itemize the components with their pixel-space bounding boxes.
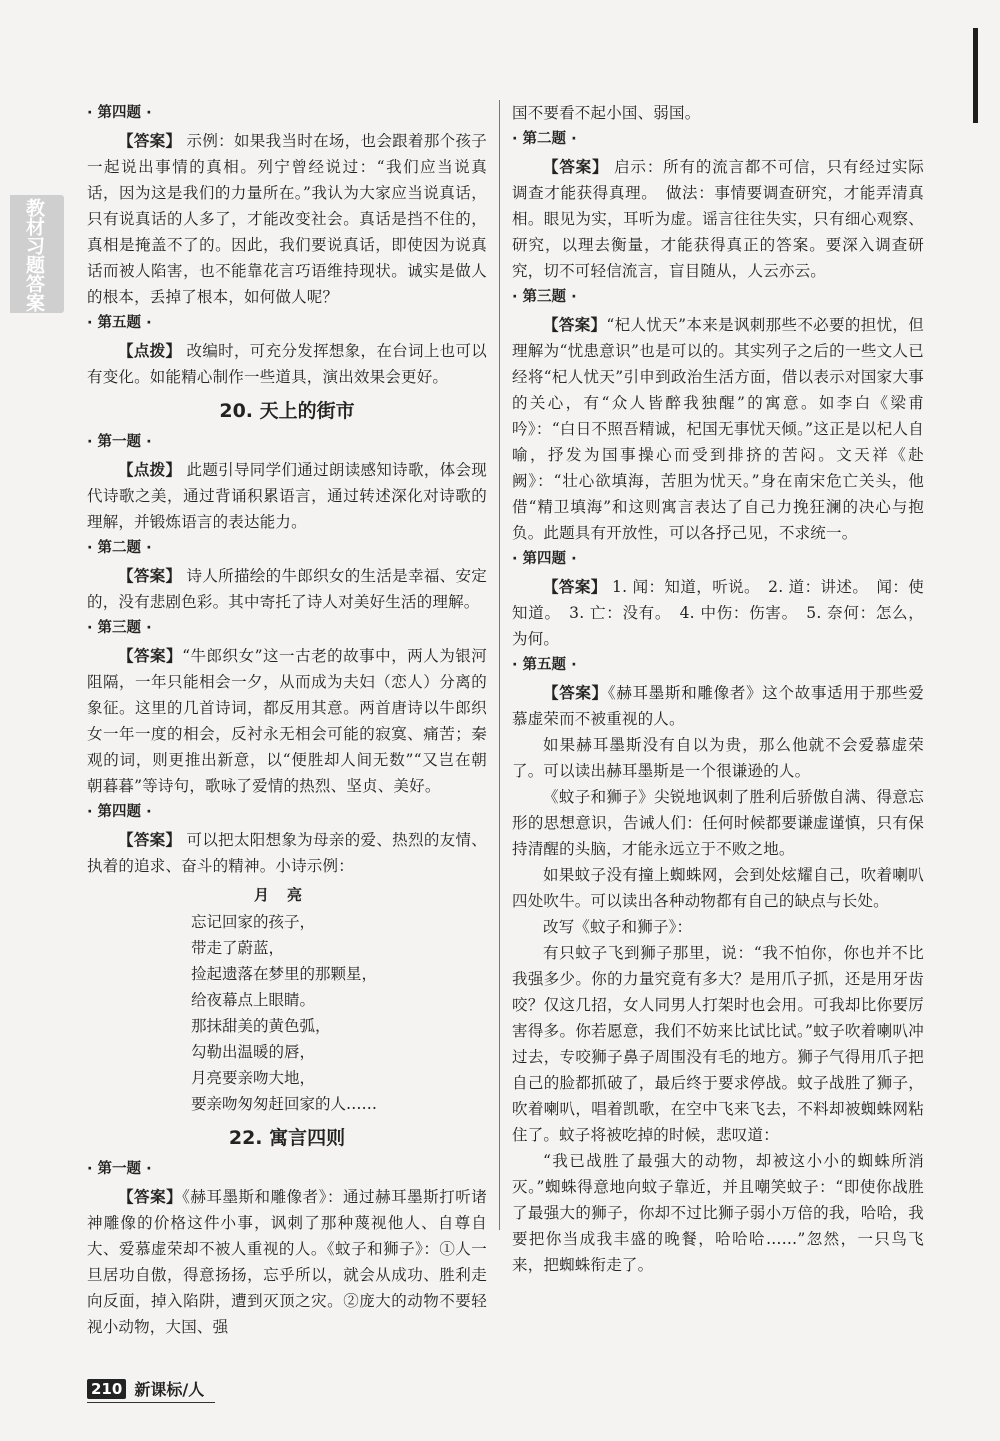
answer-paragraph (87, 1184, 487, 1340)
answer-text: 启示：所有的流言都不可信，只有经过实际调查才能获得真理。 做法：事情要调查研究，才能弄清真相。眼见为实，耳听为虚。谣言往往失实，只有细心观察、研究，以理去衡量，才能获得真正的答案。要深入调查研究，切不可轻信流言，盲目随从，人云亦云。 (512, 158, 924, 280)
answer-text: 可以把太阳想象为母亲的爱、热烈的友情、执着的追求、奋斗的精神。小诗示例： (87, 831, 487, 875)
question-label: · 第四题 · (87, 105, 152, 121)
answer-paragraph (512, 312, 924, 546)
answer-paragraph: 如果赫耳墨斯没有自以为贵，那么他就不会爱慕虚荣了。可以读出赫耳墨斯是一个很谦逊的人。 (512, 736, 924, 780)
right-column (512, 100, 924, 1278)
answer-text: 《赫耳墨斯和雕像者》：通过赫耳墨斯打听诸神雕像的价格这件小事，讽刺了那种蔑视他人、自尊自大、爱慕虚荣却不被人重视的人。《蚊子和狮子》：①人一旦居功自傲，得意扬扬，忘乎所以，就会从成功、胜利走向反面，掉入陷阱，遭到灭顶之灾。②庞大的动物不要轻视小动物，大国、强 (87, 1188, 487, 1336)
answer-paragraph: 《蚊子和狮子》尖锐地讽刺了胜利后骄傲自满、得意忘形的思想意识，告诫人们：任何时候都要谦虚谨慎，只有保持清醒的头脑，才能永远立于不败之地。 (512, 788, 924, 858)
answer-paragraph (87, 827, 487, 879)
continued-text: 国不要看不起小国、弱国。 (512, 104, 701, 122)
hint-tag: 【点拨】 (118, 461, 182, 479)
answer-text: 1. 闻：知道，听说。 2. 道：讲述。 闻：使知道。 3. 亡：没有。 4. 中伤：伤害。 5. 奈何：怎么，为何。 (512, 578, 924, 648)
poem-title: 月亮 (253, 886, 320, 904)
poem-line: 给夜幕点上眼睛。 (191, 991, 316, 1009)
question-label: · 第三题 · (512, 289, 577, 305)
poem-line: 捡起遗落在梦里的那颗星， (191, 965, 378, 983)
page-footer (87, 1377, 204, 1401)
footer-rule (87, 1402, 215, 1403)
hint-paragraph (87, 457, 487, 535)
left-column (87, 100, 487, 1340)
answer-tag: 【答案】 (543, 684, 608, 702)
answer-paragraph (87, 563, 487, 615)
answer-paragraph: 有只蚊子飞到狮子那里，说：“我不怕你，你也并不比我强多少。你的力量究竟有多大？是用爪子抓，还是用牙齿咬？仅这几招，女人同男人打架时也会用。可我却比你要厉害得多。你若愿意，我们不妨来比试比试。”蚊子吹着喇叭冲过去，专咬狮子鼻子周围没有毛的地方。狮子气得用爪子把自己的脸都抓破了，最后终于要求停战。蚊子战胜了狮子，吹着喇叭，唱着凯歌，在空中飞来飞去，不料却被蜘蛛网粘住了。蚊子将被吃掉的时候，悲叹道： (512, 944, 924, 1144)
question-label: · 第三题 · (87, 620, 152, 636)
hint-tag: 【点拨】 (118, 342, 182, 360)
answer-text: 示例：如果我当时在场，也会跟着那个孩子一起说出事情的真相。列宁曾经说过：“我们应当说真话，因为这是我们的力量所在。”我认为大家应当说真话，只有说真话的人多了，才能改变社会。真话是挡不住的，真相是掩盖不了的。因此，我们要说真话，即使因为说真话而被人陷害，也不能靠花言巧语维持现状。诚实是做人的根本，丢掉了根本，如何做人呢？ (87, 132, 487, 306)
answer-tag: 【答案】 (118, 647, 183, 665)
poem (87, 881, 487, 1117)
answer-tag: 【答案】 (118, 1188, 183, 1206)
answer-text: “牛郎织女”这一古老的故事中，两人为银河阻隔，一年只能相会一夕，从而成为夫妇（恋人）分离的象征。这里的几首诗词，都反用其意。两首唐诗以牛郎织女一年一度的相会，反衬永无相会可能的寂寞、痛苦；秦观的词，则更推出新意，以“便胜却人间无数”“又岂在朝朝暮暮”等诗句，歌咏了爱情的热烈、坚贞、美好。 (87, 647, 487, 795)
answer-tag: 【答案】 (543, 316, 607, 334)
series-label: 新课标/人 (134, 1380, 205, 1399)
poem-line: 月亮要亲吻大地， (191, 1069, 316, 1087)
question-label: · 第二题 · (87, 540, 152, 556)
hint-paragraph (87, 338, 487, 390)
section-title: 20. 天上的街市 (219, 400, 355, 422)
question-label: · 第一题 · (87, 1161, 152, 1177)
section-title: 22. 寓言四则 (228, 1127, 346, 1149)
answer-paragraph (87, 643, 487, 799)
answer-paragraph (512, 574, 924, 652)
hint-text: 此题引导同学们通过朗读感知诗歌，体会现代诗歌之美，通过背诵积累语言，通过转述深化对诗歌的理解，并锻炼语言的表达能力。 (87, 461, 487, 531)
answer-tag: 【答案】 (543, 578, 607, 596)
answer-text: 诗人所描绘的牛郎织女的生活是幸福、安定的，没有悲剧色彩。其中寄托了诗人对美好生活的理解。 (87, 567, 487, 611)
question-label: · 第二题 · (512, 131, 577, 147)
answer-paragraph: 改写《蚊子和狮子》： (543, 918, 693, 936)
poem-line: 带走了蔚蓝， (191, 939, 285, 957)
answer-tag: 【答案】 (118, 567, 182, 585)
answer-paragraph: “我已战胜了最强大的动物，却被这小小的蜘蛛所消灭。”蜘蛛得意地向蚊子靠近，并且嘲笑蚊子：“即使你战胜了最强大的狮子，你却不过比狮子弱小万倍的我，哈哈，我要把你当成我丰盛的晚餐，哈哈哈……”忽然，一只鸟飞来，把蜘蛛衔走了。 (512, 1152, 924, 1274)
hint-text: 改编时，可充分发挥想象，在台词上也可以有变化。如能精心制作一些道具，演出效果会更好。 (87, 342, 487, 386)
answer-paragraph (512, 154, 924, 284)
answer-text: “杞人忧天”本来是讽刺那些不必要的担忧，但理解为“忧患意识”也是可以的。其实列子之后的一些文人已经将“杞人忧天”引申到政治生活方面，借以表示对国家大事的关心，有“众人皆醉我独醒”的寓意。如李白《梁甫吟》：“白日不照吾精诚，杞国无事忧天倾。”这正是以杞人自喻，抒发为国事操心而受到排挤的苦闷。文天祥《赴阙》：“壮心欲填海，苦胆为忧天。”身在南宋危亡关头，他借“精卫填海”和这则寓言表达了自己力挽狂澜的决心与抱负。此题具有开放性，可以各抒己见，不求统一。 (512, 316, 924, 542)
answer-paragraph (87, 128, 487, 310)
poem-line: 那抹甜美的黄色弧， (191, 1017, 331, 1035)
answer-paragraph (512, 680, 924, 732)
answer-tag: 【答案】 (118, 132, 182, 150)
page-edge-mark (973, 28, 978, 123)
poem-line: 勾勒出温暖的唇， (191, 1043, 316, 1061)
column-divider (499, 100, 500, 1230)
question-label: · 第四题 · (512, 551, 577, 567)
question-label: · 第五题 · (512, 657, 577, 673)
answer-tag: 【答案】 (543, 158, 609, 176)
poem-line: 忘记回家的孩子， (191, 913, 316, 931)
question-label: · 第四题 · (87, 804, 152, 820)
side-tab-label: 教材习题答案 (23, 198, 45, 312)
page-number: 210 (87, 1379, 126, 1399)
question-label: · 第五题 · (87, 315, 152, 331)
poem-line: 要亲吻匆匆赶回家的人…… (191, 1095, 378, 1113)
answer-text: 《赫耳墨斯和雕像者》这个故事适用于那些爱慕虚荣而不被重视的人。 (512, 684, 924, 728)
question-label: · 第一题 · (87, 434, 152, 450)
answer-paragraph: 如果蚊子没有撞上蜘蛛网，会到处炫耀自己，吹着喇叭四处吹牛。可以读出各种动物都有自己的缺点与长处。 (512, 866, 924, 910)
answer-tag: 【答案】 (118, 831, 182, 849)
